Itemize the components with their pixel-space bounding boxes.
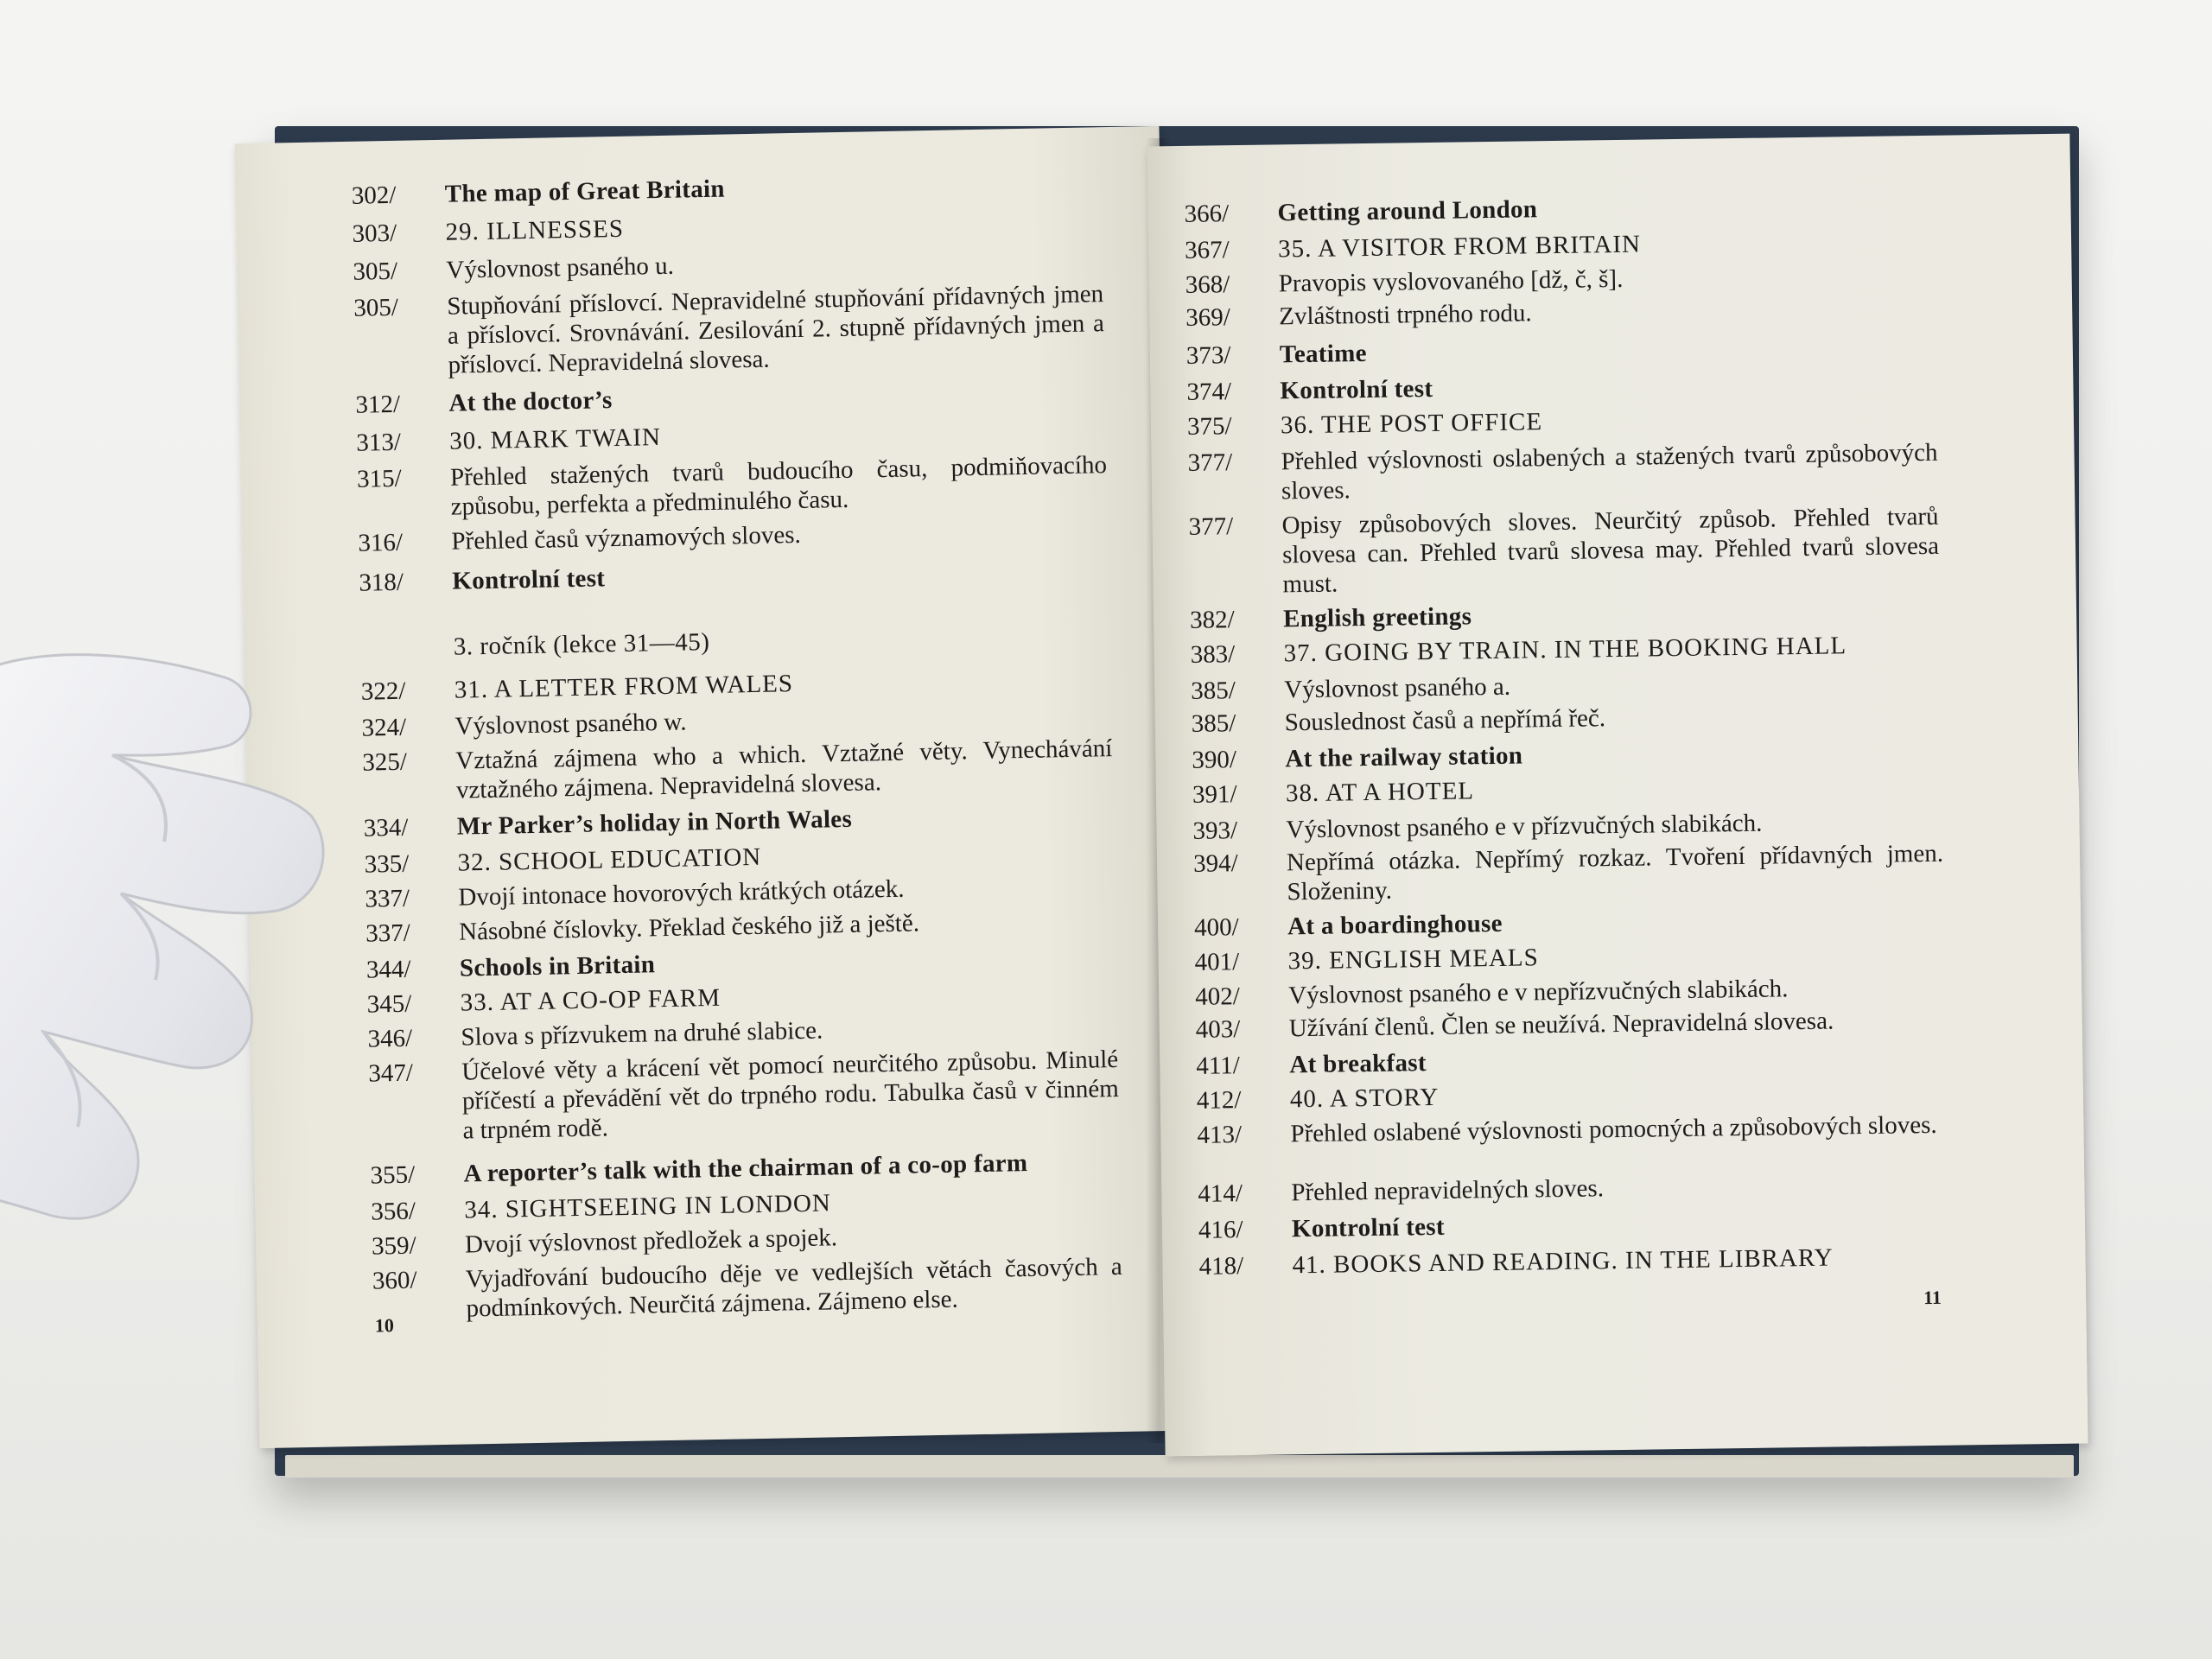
entry-title: Stupňování příslovcí. Nepravidelné stupňování přídavných jmen a příslovcí. Srovnávání. Zesilování 2. stupně přídavných jmen a příslovcí. Nepravidelná slovesa. xyxy=(446,280,1105,379)
page-number: 393/ xyxy=(1192,817,1238,845)
entry-title: Násobné číslovky. Překlad českého již a ještě. xyxy=(458,909,920,946)
page-number: 316/ xyxy=(358,528,404,557)
entry-title: Výslovnost psaného e v přízvučných slabikách. xyxy=(1286,809,1763,844)
page-number: 385/ xyxy=(1191,709,1236,738)
entry-title: Přehled nepravidelných sloves. xyxy=(1291,1174,1605,1207)
entry-title: Kontrolní test xyxy=(1291,1212,1446,1243)
page-number: 334/ xyxy=(363,813,409,842)
page-number: 403/ xyxy=(1195,1015,1241,1044)
page-number: 391/ xyxy=(1192,780,1237,809)
page-number: 359/ xyxy=(371,1231,416,1261)
entry-title: Getting around London xyxy=(1277,195,1538,227)
left-page xyxy=(235,126,1185,1448)
page-number: 312/ xyxy=(355,390,401,419)
section-heading: 3. ročník (lekce 31—45) xyxy=(453,627,710,661)
page-number: 394/ xyxy=(1192,849,1238,878)
page-number: 360/ xyxy=(372,1266,417,1295)
entry-title: At the doctor’s xyxy=(448,386,613,417)
entry-title: 39. ENGLISH MEALS xyxy=(1287,944,1539,976)
entry-title: 33. AT A CO-OP FARM xyxy=(460,983,721,1017)
entry-title: 41. BOOKS AND READING. IN THE LIBRARY xyxy=(1292,1243,1834,1280)
entry-title: At breakfast xyxy=(1289,1049,1427,1079)
entry-title: 34. SIGHTSEEING IN LONDON xyxy=(464,1189,832,1224)
page-number: 318/ xyxy=(359,568,404,597)
page-number: 385/ xyxy=(1191,677,1236,705)
entry-title: Dvojí intonace hovorových krátkých otázek. xyxy=(458,874,905,912)
entry-title: Schools in Britain xyxy=(459,950,656,982)
page-folio: 11 xyxy=(1923,1286,1942,1309)
page-number: 313/ xyxy=(355,428,402,457)
page-number: 337/ xyxy=(365,884,410,913)
entry-title: Pravopis vyslovovaného [dž, č, š]. xyxy=(1278,264,1624,298)
page-number: 347/ xyxy=(367,1058,414,1088)
page-number: 324/ xyxy=(361,713,407,742)
page-number: 303/ xyxy=(352,219,397,248)
entry-title: English greetings xyxy=(1282,602,1472,633)
entry-title: Mr Parker’s holiday in North Wales xyxy=(456,804,853,841)
page-number: 375/ xyxy=(1186,412,1232,441)
entry-title: Výslovnost psaného a. xyxy=(1284,672,1511,704)
gloved-hand xyxy=(0,643,328,1248)
page-number: 413/ xyxy=(1197,1121,1243,1149)
page-number: 373/ xyxy=(1185,341,1231,370)
page-number: 382/ xyxy=(1189,606,1235,634)
page-number: 418/ xyxy=(1198,1252,1244,1281)
entry-title: 30. MARK TWAIN xyxy=(448,423,662,455)
entry-title: Slova s přízvukem na druhé slabice. xyxy=(461,1016,823,1052)
entry-title: Dvojí výslovnost předložek a spojek. xyxy=(464,1224,838,1259)
page-number: 377/ xyxy=(1187,448,1233,477)
page-number: 401/ xyxy=(1194,948,1240,976)
page-number: 416/ xyxy=(1198,1216,1243,1244)
entry-title: Vztažná zájmena who a which. Vztažné věty. Vynechávání vztažného zájmena. Nepravidelná slovesa. xyxy=(455,734,1113,804)
page-number: 369/ xyxy=(1185,303,1231,332)
entry-title: Přehled výslovnosti oslabených a stažených tvarů způsobových sloves. xyxy=(1281,438,1938,505)
entry-title: Přehled časů významových sloves. xyxy=(451,520,802,556)
entry-title: Přehled oslabené výslovnosti pomocných a způsobových sloves. xyxy=(1290,1110,1937,1148)
entry-title: Zvláštnosti trpného rodu. xyxy=(1279,299,1532,331)
entry-title: 29. ILLNESSES xyxy=(445,214,625,246)
entry-title: 36. THE POST OFFICE xyxy=(1280,408,1543,440)
page-number: 322/ xyxy=(360,677,406,706)
entry-title: A reporter’s talk with the chairman of a co-op farm xyxy=(463,1149,1028,1188)
right-page xyxy=(1147,134,2088,1457)
page-number: 315/ xyxy=(356,464,402,493)
entry-title: 38. AT A HOTEL xyxy=(1285,777,1475,808)
entry-title: 32. SCHOOL EDUCATION xyxy=(457,842,762,877)
page-number: 402/ xyxy=(1194,982,1240,1011)
page-number: 374/ xyxy=(1186,378,1232,406)
entry-title: Kontrolní test xyxy=(452,564,606,595)
page-number: 344/ xyxy=(365,955,411,984)
page-number: 383/ xyxy=(1190,640,1236,669)
entry-title: At a boardinghouse xyxy=(1287,909,1503,941)
entry-title: Výslovnost psaného e v nepřízvučných slabikách. xyxy=(1287,975,1789,1010)
page-number: 355/ xyxy=(370,1160,416,1190)
entry-title: Výslovnost psaného w. xyxy=(454,708,687,741)
page-number: 377/ xyxy=(1188,512,1234,541)
entry-title: 40. A STORY xyxy=(1289,1083,1440,1114)
page-number: 305/ xyxy=(353,257,398,286)
page-number: 325/ xyxy=(362,747,408,777)
entry-title: Výslovnost psaného u. xyxy=(446,251,675,284)
page-number: 368/ xyxy=(1185,270,1230,299)
entry-title: Kontrolní test xyxy=(1280,374,1433,405)
entry-title: Vyjadřování budoucího děje ve vedlejších větách časových a podmínkových. Neurčitá zájmena. Zájmeno else. xyxy=(465,1252,1123,1323)
entry-title: Souslednost časů a nepřímá řeč. xyxy=(1284,704,1606,737)
page-number: 305/ xyxy=(353,293,399,322)
page-number: 335/ xyxy=(364,849,410,879)
page-number: 356/ xyxy=(371,1197,416,1226)
page-number: 367/ xyxy=(1184,236,1230,264)
page-number: 346/ xyxy=(367,1024,413,1053)
entry-title: 37. GOING BY TRAIN. IN THE BOOKING HALL xyxy=(1283,632,1847,668)
page-number: 337/ xyxy=(365,918,411,948)
page-number: 366/ xyxy=(1184,200,1230,228)
page-number: 412/ xyxy=(1196,1086,1242,1115)
entry-title: Užívání členů. Člen se neužívá. Nepravidelná slovesa. xyxy=(1288,1007,1834,1043)
entry-title: The map of Great Britain xyxy=(444,175,726,208)
page-number xyxy=(360,632,436,634)
page-number: 400/ xyxy=(1193,913,1239,942)
entry-title: 31. A LETTER FROM WALES xyxy=(454,670,794,704)
entry-title: At the railway station xyxy=(1285,741,1523,773)
page-number: 411/ xyxy=(1196,1052,1241,1080)
page-number: 302/ xyxy=(351,181,397,210)
entry-title: Účelové věty a krácení vět pomocí neurčitého způsobu. Minulé příčestí a převádění vět do trpného rodu. Tabulka časů v činném a trpném rodě. xyxy=(461,1045,1120,1145)
page-number: 345/ xyxy=(366,989,412,1019)
entry-title: Nepřímá otázka. Nepřímý rozkaz. Tvoření přídavných jmen. Složeniny. xyxy=(1286,839,1944,906)
entry-title: Teatime xyxy=(1279,340,1367,369)
page-number: 390/ xyxy=(1192,746,1237,774)
entry-title: 35. A VISITOR FROM BRITAIN xyxy=(1277,230,1642,264)
entry-title: Přehled stažených tvarů budoucího času, podmiňovacího způsobu, perfekta a předminulého času. xyxy=(449,451,1108,521)
page-number: 414/ xyxy=(1198,1179,1243,1208)
page-edges xyxy=(285,1455,2074,1478)
entry-title: Opisy způsobových sloves. Neurčitý způsob. Přehled tvarů slovesa can. Přehled tvarů slovesa may. Přehled tvarů slovesa must. xyxy=(1281,502,1940,599)
page-folio: 10 xyxy=(374,1314,395,1337)
